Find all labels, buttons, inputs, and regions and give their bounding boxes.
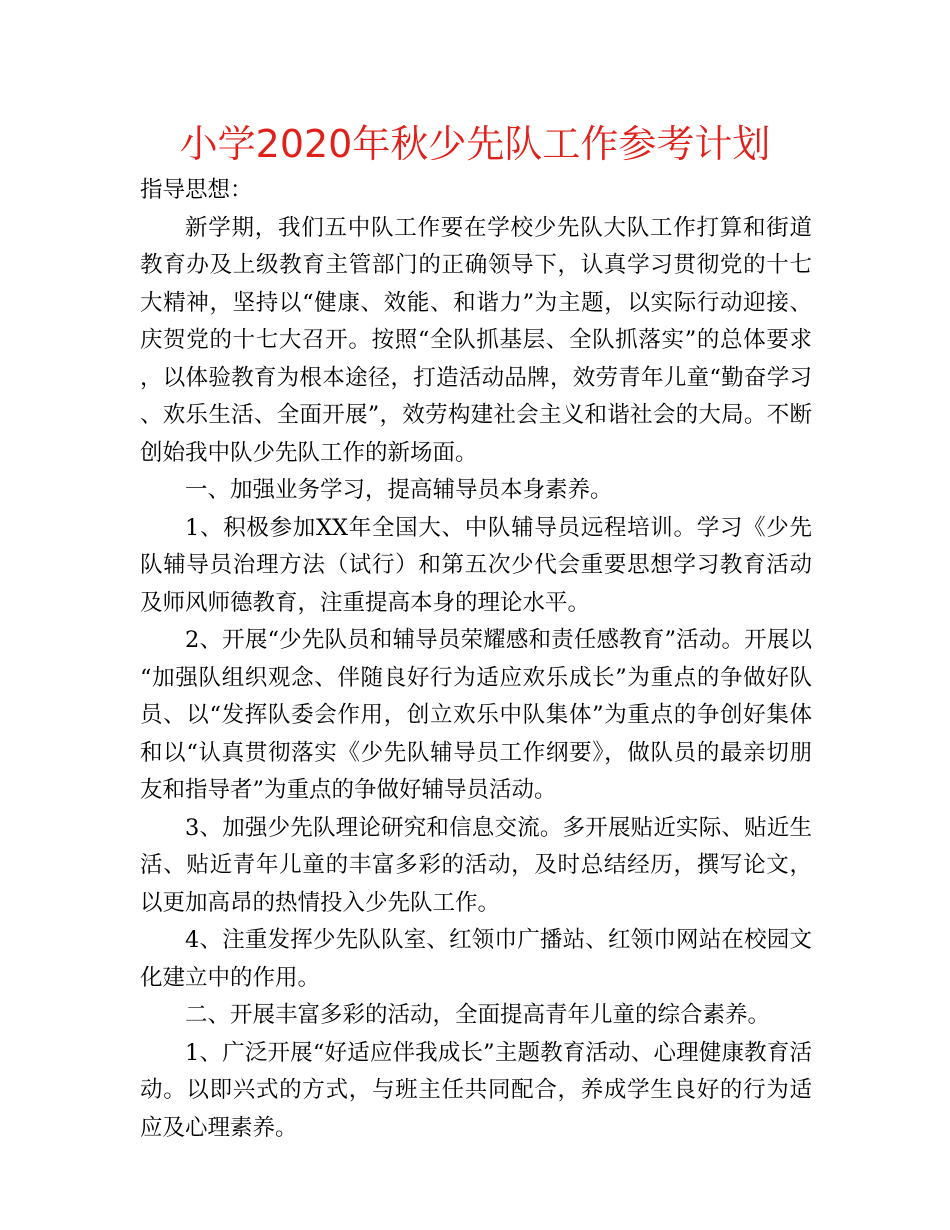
paragraph-1-4: 4、注重发挥少先队队室、红领巾广播站、红领巾网站在校园文化建立中的作用。 (140, 927, 812, 991)
paragraph-intro: 新学期，我们五中队工作要在学校少先队大队工作打算和街道教育办及上级教育主管部门的正确领导下，认真学习贯彻党的十七大精神，坚持以“健康、效能、和谐力”为主题，以实际行动迎接、庆贺党的十七大召开。按照“全队抓基层、全队抓落实”的总体要求，以体验教育为根本途径，打造活动品牌，效劳青年儿童“勤奋学习、欢乐生活、全面开展”，效劳构建社会主义和谐社会的大局。不断创始我中队少先队工作的新场面。 (140, 214, 812, 466)
section-heading-2: 二、开展丰富多彩的活动，全面提高青年儿童的综合素养。 (185, 1002, 771, 1028)
paragraph-1-2: 2、开展“少先队员和辅导员荣耀感和责任感教育”活动。开展以“加强队组织观念、伴随良好行为适应欢乐成长”为重点的争做好队员、以“发挥队委会作用，创立欢乐中队集体”为重点的争创好集体和以“认真贯彻落实《少先队辅导员工作纲要》，做队员的最亲切朋友和指导者”为重点的争做好辅导员活动。 (140, 627, 812, 803)
document-body (140, 172, 812, 1147)
paragraph-1-3: 3、加强少先队理论研究和信息交流。多开展贴近实际、贴近生活、贴近青年儿童的丰富多彩的活动，及时总结经历，撰写论文，以更加高昂的热情投入少先队工作。 (140, 814, 812, 916)
section-heading-1: 一、加强业务学习，提高辅导员本身素养。 (185, 477, 613, 503)
paragraph-1-1: 1、积极参加XX年全国大、中队辅导员远程培训。学习《少先队辅导员治理方法（试行）和第五次少代会重要思想学习教育活动及师风师德教育，注重提高本身的理论水平。 (140, 514, 812, 616)
document-title: 小学2020年秋少先队工作参考计划 (179, 122, 771, 166)
paragraph-guiding-thought-heading: 指导思想： (140, 177, 253, 203)
paragraph-2-1: 1、广泛开展“好适应伴我成长”主题教育活动、心理健康教育活动。以即兴式的方式，与班主任共同配合，养成学生良好的行为适应及心理素养。 (140, 1039, 812, 1141)
